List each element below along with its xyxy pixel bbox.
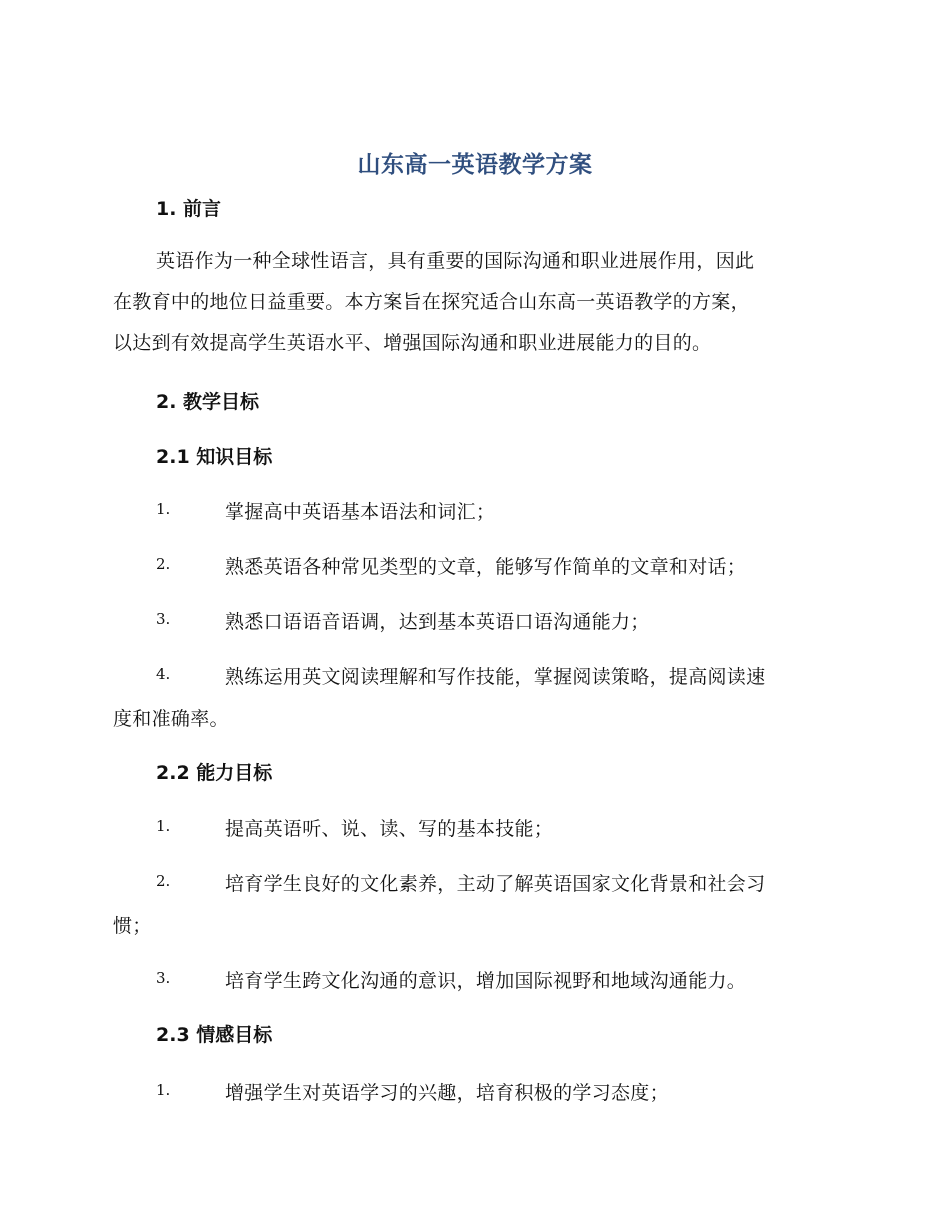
subsection-heading-emotion: 2.3 情感目标: [156, 1024, 273, 1046]
preface-paragraph: [113, 241, 838, 364]
subsection-heading-knowledge: 2.1 知识目标: [156, 446, 273, 468]
list-item-text: 培育学生跨文化沟通的意识，增加国际视野和地域沟通能力。: [225, 970, 747, 992]
paragraph-line: 在教育中的地位日益重要。本方案旨在探究适合山东高一英语教学的方案，: [113, 291, 750, 313]
list-item-continuation: 惯；: [113, 915, 152, 937]
list-item-text: 提高英语听、说、读、写的基本技能；: [225, 818, 554, 840]
list-item-number: 4.: [156, 665, 171, 683]
list-item-text: 培育学生良好的文化素养，主动了解英语国家文化背景和社会习: [225, 873, 766, 895]
list-item-number: 3.: [156, 610, 171, 628]
list-item-number: 2.: [156, 555, 171, 573]
list-item-text: 掌握高中英语基本语法和词汇；: [225, 501, 496, 523]
paragraph-line: 英语作为一种全球性语言，具有重要的国际沟通和职业进展作用，因此: [156, 250, 755, 272]
document-title: 山东高一英语教学方案: [357, 152, 593, 178]
list-item-number: 1.: [156, 1081, 171, 1099]
list-item-text: 熟悉英语各种常见类型的文章，能够写作简单的文章和对话；: [225, 556, 747, 578]
list-item-number: 1.: [156, 500, 171, 518]
list-item-continuation: 度和准确率。: [113, 708, 229, 730]
list-item-text: 熟练运用英文阅读理解和写作技能，掌握阅读策略，提高阅读速: [225, 666, 766, 688]
list-item-number: 1.: [156, 817, 171, 835]
section-heading-goals: 2. 教学目标: [156, 391, 260, 413]
list-item-text: 熟悉口语语音语调，达到基本英语口语沟通能力；: [225, 611, 650, 633]
section-heading-preface: 1. 前言: [156, 198, 222, 220]
paragraph-line: 以达到有效提高学生英语水平、增强国际沟通和职业进展能力的目的。: [113, 332, 712, 354]
list-item-number: 2.: [156, 872, 171, 890]
list-item-number: 3.: [156, 969, 171, 987]
list-item-text: 增强学生对英语学习的兴趣，培育积极的学习态度；: [225, 1082, 669, 1104]
subsection-heading-ability: 2.2 能力目标: [156, 762, 273, 784]
